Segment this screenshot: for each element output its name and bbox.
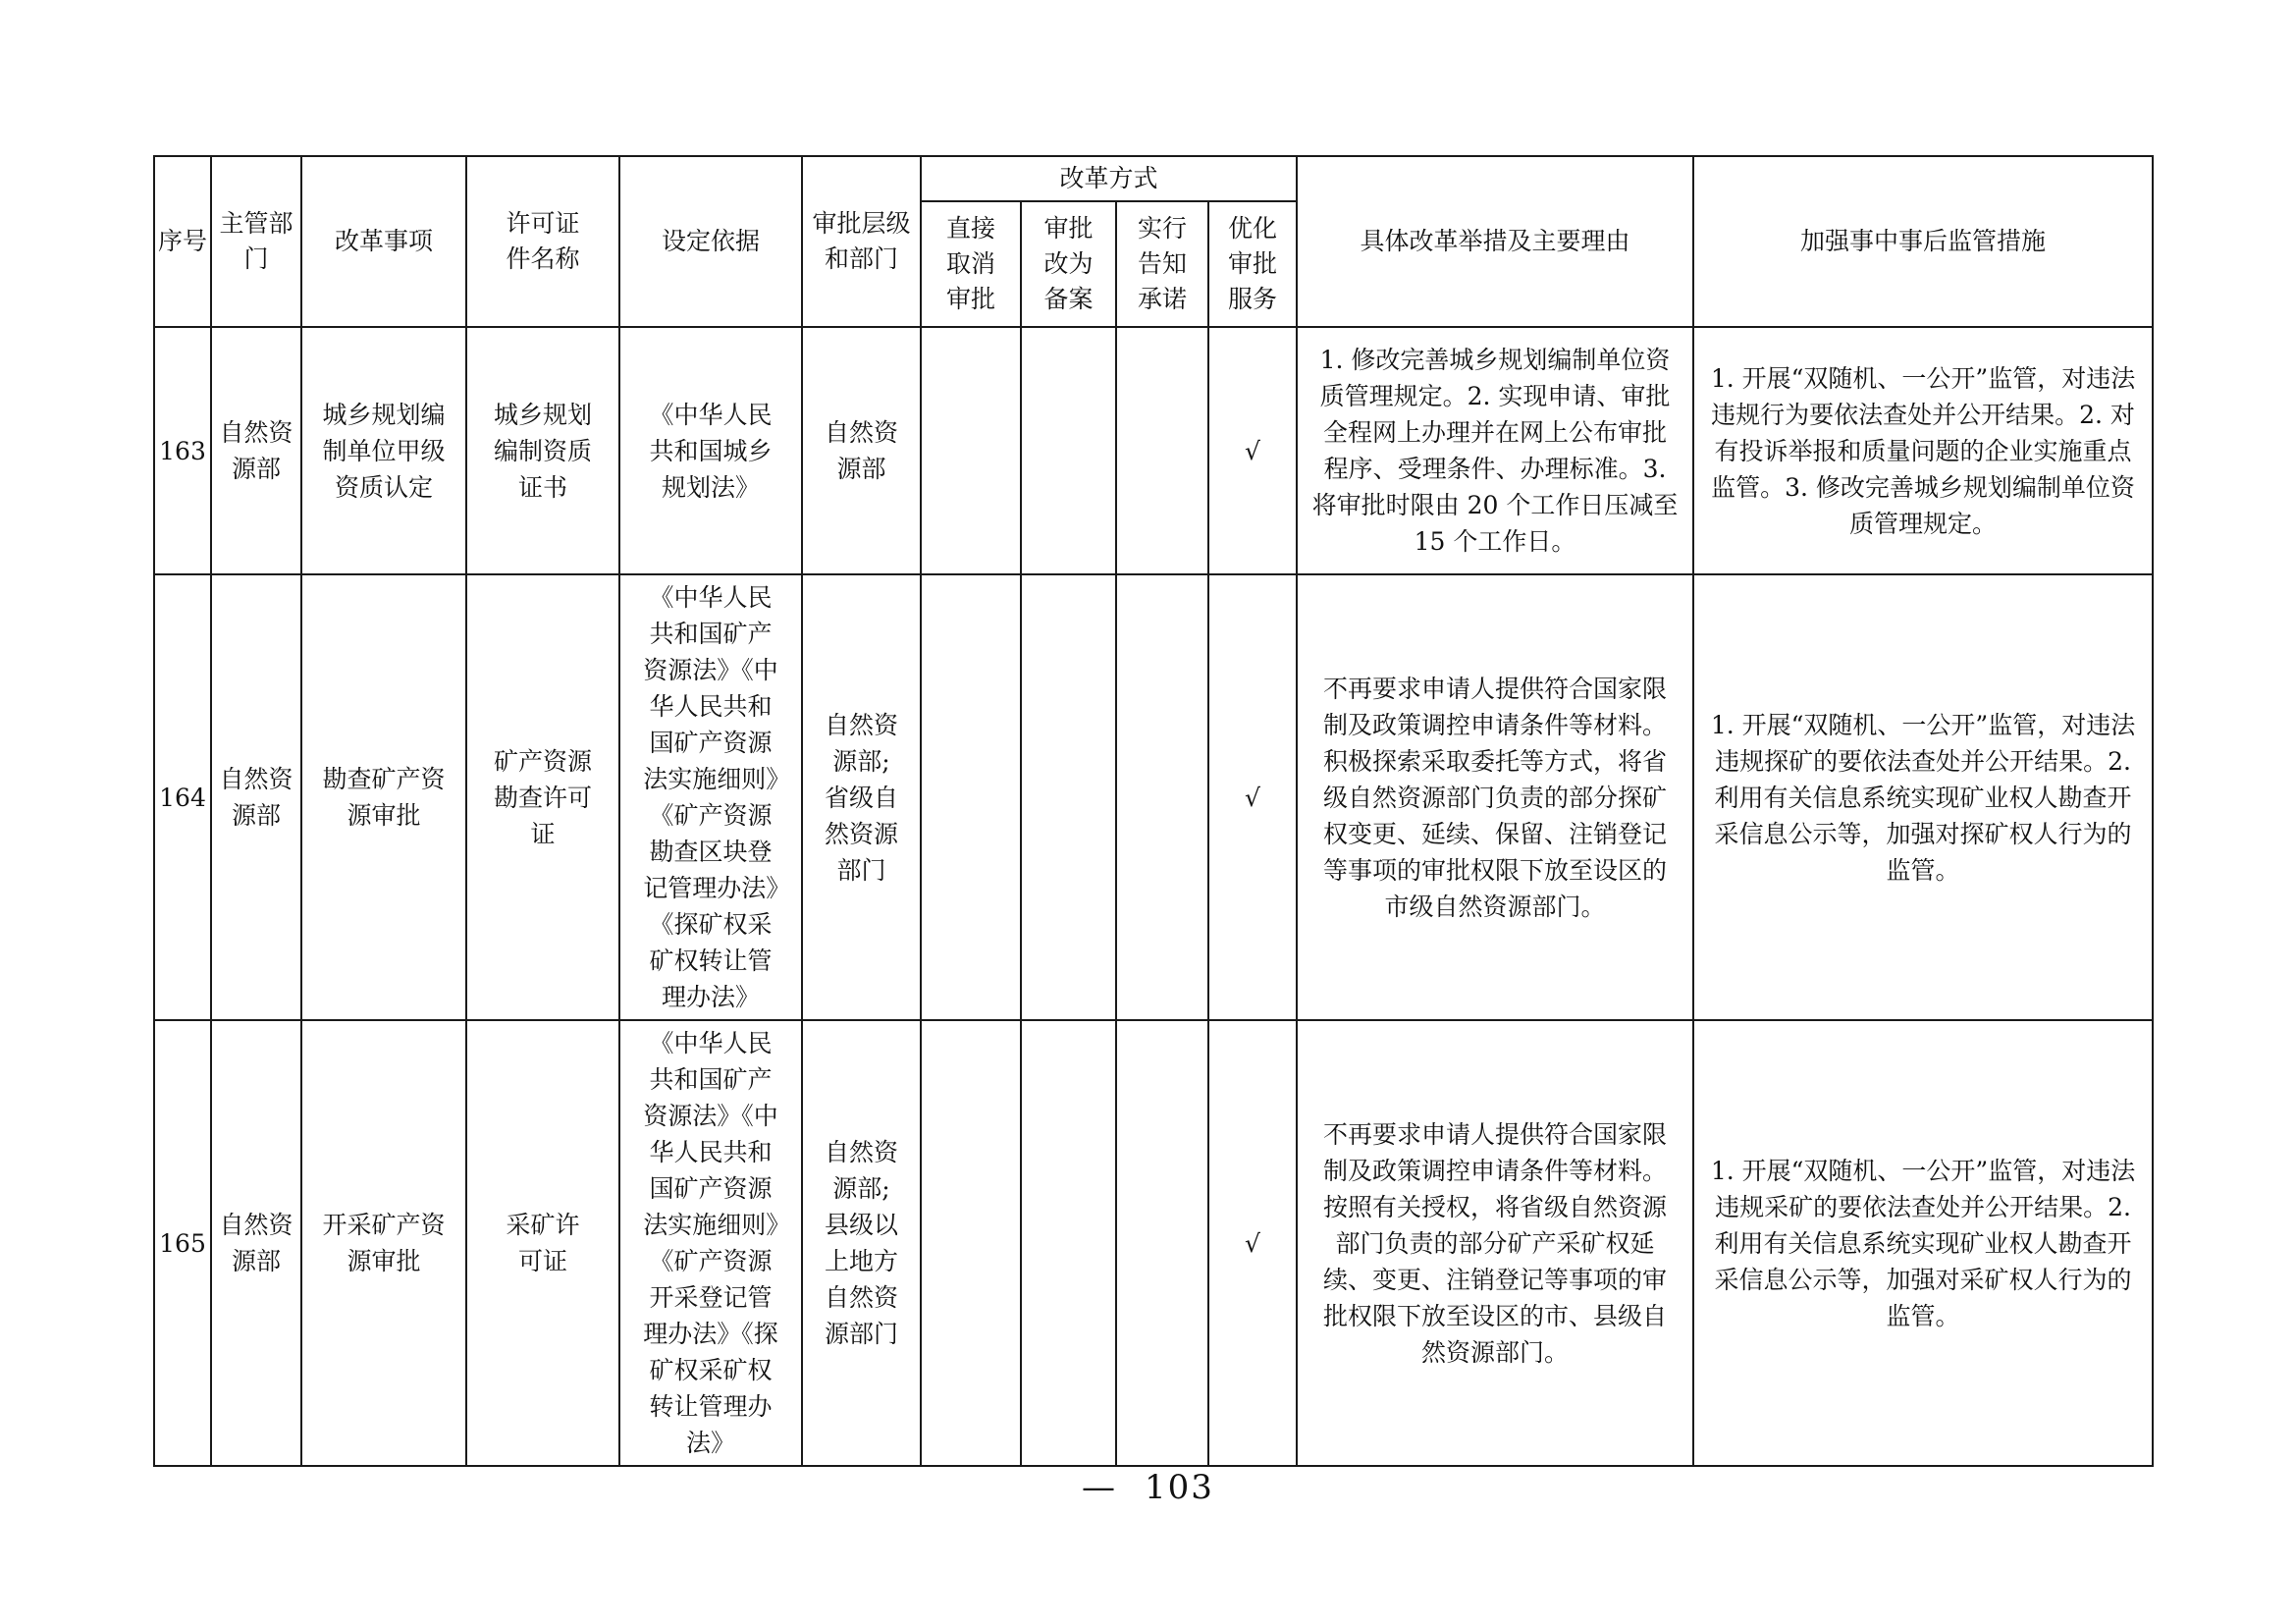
- cell-basis: 《中华人民共和国矿产资源法》《中华人民共和国矿产资源法实施细则》《矿产资源开采登记管理办法》《探矿权采矿权转让管理办法》: [619, 1020, 802, 1466]
- cell-level: 自然资源部;省级自然资源部门: [802, 574, 921, 1020]
- header-mode-group: 改革方式: [921, 156, 1297, 201]
- cell-measures: 不再要求申请人提供符合国家限制及政策调控申请条件等材料。按照有关授权，将省级自然资源部门负责的部分矿产采矿权延续、变更、注销登记等事项的审批权限下放至设区的市、县级自然资源部门。: [1297, 1020, 1693, 1466]
- header-mode-file: 审批改为备案: [1021, 201, 1116, 327]
- header-mode-notify: 实行告知承诺: [1116, 201, 1208, 327]
- cell-license: 城乡规划编制资质证书: [466, 327, 619, 574]
- cell-dept: 自然资源部: [211, 327, 301, 574]
- cell-mode-cancel: [921, 1020, 1021, 1466]
- cell-mode-notify: [1116, 1020, 1208, 1466]
- cell-mode-optimize: √: [1208, 1020, 1297, 1466]
- header-mode-cancel: 直接取消审批: [921, 201, 1021, 327]
- reform-table: [153, 155, 2154, 1467]
- cell-mode-notify: [1116, 574, 1208, 1020]
- cell-mode-file: [1021, 327, 1116, 574]
- cell-mode-optimize: √: [1208, 327, 1297, 574]
- cell-basis: 《中华人民共和国矿产资源法》《中华人民共和国矿产资源法实施细则》《矿产资源勘查区块登记管理办法》《探矿权采矿权转让管理办法》: [619, 574, 802, 1020]
- cell-measures: 不再要求申请人提供符合国家限制及政策调控申请条件等材料。积极探索采取委托等方式，将省级自然资源部门负责的部分探矿权变更、延续、保留、注销登记等事项的审批权限下放至设区的市级自然资源部门。: [1297, 574, 1693, 1020]
- header-basis: 设定依据: [619, 156, 802, 327]
- cell-measures: 1. 修改完善城乡规划编制单位资质管理规定。2. 实现申请、审批全程网上办理并在网上公布审批程序、受理条件、办理标准。3. 将审批时限由 20 个工作日压减至 15 个工作日。: [1297, 327, 1693, 574]
- cell-item: 勘查矿产资源审批: [301, 574, 466, 1020]
- page-number: 103: [1145, 1468, 1214, 1507]
- header-mode-optimize: 优化审批服务: [1208, 201, 1297, 327]
- cell-mode-optimize: √: [1208, 574, 1297, 1020]
- cell-supervision: 1. 开展“双随机、一公开”监管，对违法违规行为要依法查处并公开结果。2. 对有投诉举报和质量问题的企业实施重点监管。3. 修改完善城乡规划编制单位资质管理规定。: [1693, 327, 2153, 574]
- header-seq: 序号: [154, 156, 211, 327]
- table-row: [154, 574, 2153, 1020]
- cell-seq: 165: [154, 1020, 211, 1466]
- cell-item: 开采矿产资源审批: [301, 1020, 466, 1466]
- cell-mode-file: [1021, 574, 1116, 1020]
- page-footer: [0, 1468, 2296, 1507]
- cell-level: 自然资源部;县级以上地方自然资源部门: [802, 1020, 921, 1466]
- cell-mode-cancel: [921, 327, 1021, 574]
- cell-mode-file: [1021, 1020, 1116, 1466]
- header-measures: 具体改革举措及主要理由: [1297, 156, 1693, 327]
- cell-license: 采矿许可证: [466, 1020, 619, 1466]
- cell-seq: 163: [154, 327, 211, 574]
- table-row: [154, 1020, 2153, 1466]
- footer-dash: —: [1082, 1468, 1118, 1507]
- cell-license: 矿产资源勘查许可证: [466, 574, 619, 1020]
- cell-dept: 自然资源部: [211, 574, 301, 1020]
- cell-supervision: 1. 开展“双随机、一公开”监管，对违法违规探矿的要依法查处并公开结果。2. 利用有关信息系统实现矿业权人勘查开采信息公示等，加强对探矿权人行为的监管。: [1693, 574, 2153, 1020]
- header-license: 许可证件名称: [466, 156, 619, 327]
- header-supervision: 加强事中事后监管措施: [1693, 156, 2153, 327]
- cell-level: 自然资源部: [802, 327, 921, 574]
- header-item: 改革事项: [301, 156, 466, 327]
- header-level: 审批层级和部门: [802, 156, 921, 327]
- cell-dept: 自然资源部: [211, 1020, 301, 1466]
- cell-mode-cancel: [921, 574, 1021, 1020]
- header-dept: 主管部门: [211, 156, 301, 327]
- table-row: [154, 327, 2153, 574]
- cell-basis: 《中华人民共和国城乡规划法》: [619, 327, 802, 574]
- cell-item: 城乡规划编制单位甲级资质认定: [301, 327, 466, 574]
- cell-mode-notify: [1116, 327, 1208, 574]
- cell-supervision: 1. 开展“双随机、一公开”监管，对违法违规采矿的要依法查处并公开结果。2. 利用有关信息系统实现矿业权人勘查开采信息公示等，加强对采矿权人行为的监管。: [1693, 1020, 2153, 1466]
- cell-seq: 164: [154, 574, 211, 1020]
